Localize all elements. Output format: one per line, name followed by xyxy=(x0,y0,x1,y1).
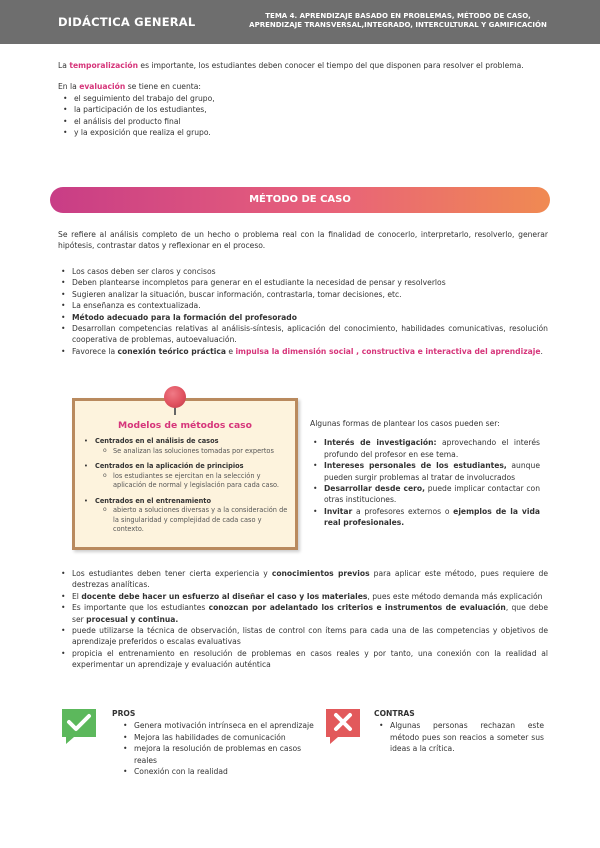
temporalization-paragraph xyxy=(58,60,548,71)
bold-text: conozcan por adelantado los criterios e instrumentos de evaluación xyxy=(208,603,506,613)
list-item: • Conexión con la realidad xyxy=(120,766,322,777)
pros-title: PROS xyxy=(112,709,136,718)
list-item xyxy=(310,460,540,483)
bold-text: Interés de investigación: xyxy=(324,438,437,448)
evaluation-paragraph xyxy=(58,81,548,92)
model-sublist xyxy=(95,447,289,457)
method-characteristics-list xyxy=(58,266,548,357)
page-header xyxy=(0,0,600,44)
bold-text: Intereses personales de los estudiantes, xyxy=(324,461,507,471)
ways-title: Algunas formas de plantear los casos pueden ser: xyxy=(310,419,500,428)
model-sublist xyxy=(95,472,289,491)
models-title: Modelos de métodos caso xyxy=(118,420,252,431)
contras-list xyxy=(374,720,544,754)
model-group-title: Centrados en la aplicación de principios xyxy=(95,462,244,471)
text-run: puede implicar contactar con otras instituciones. xyxy=(324,483,541,505)
topic-line-1: TEMA 4. APRENDIZAJE BASADO EN PROBLEMAS, MÉTODO DE CASO, xyxy=(265,12,531,20)
course-title: DIDÁCTICA GENERAL xyxy=(58,15,196,29)
bold-text: docente debe hacer un esfuerzo al diseñar el caso y los materiales xyxy=(81,591,368,601)
bold-text: conocimientos previos xyxy=(271,569,370,578)
list-item: • el seguimiento del trabajo del grupo, xyxy=(60,93,548,104)
topic-line-2: APRENDIZAJE TRANSVERSAL,INTEGRADO, INTERCULTURAL Y GAMIFICACIÓN xyxy=(249,21,547,30)
list-item: • y la exposición que realiza el grupo. xyxy=(60,127,548,138)
text-run: El xyxy=(72,591,82,601)
text-run: En la xyxy=(58,82,80,92)
list-item xyxy=(310,437,540,460)
bold-text: Desarrollar desde cero, xyxy=(324,483,425,493)
list-item: • Deben plantearse incompletos para generar en el estudiante la necesidad de pensar y resolverlos xyxy=(58,277,548,288)
list-item: • puede utilizarse la técnica de observación, listas de control con ítems para cada una de las competencias y objetivos de aprendizaje preferidos o escalas evaluativas xyxy=(58,625,548,648)
contras-title: CONTRAS xyxy=(374,709,415,718)
list-item: • Genera motivación intrínseca en el aprendizaje xyxy=(120,720,322,731)
text-run: e xyxy=(225,346,236,356)
cross-icon xyxy=(324,707,362,745)
model-group xyxy=(81,462,289,491)
list-item: • La enseñanza es contextualizada. xyxy=(58,300,548,311)
list-item: • Sugieren analizar la situación, buscar información, contrastarla, tomar decisiones, etc. xyxy=(58,289,548,300)
text-run: , pues este método demanda más explicación xyxy=(367,591,543,601)
list-item xyxy=(58,346,548,357)
requirements-list xyxy=(58,568,548,671)
intro-section xyxy=(58,60,548,138)
text-run: es importante, los estudiantes deben conocer el tiempo del que disponen para resolver el problema. xyxy=(138,61,524,70)
bold-text: conexión teórico práctica xyxy=(117,346,226,356)
text-run: Favorece la xyxy=(72,346,118,356)
text-run: Los estudiantes deben tener cierta experiencia y xyxy=(72,569,272,578)
pros-section xyxy=(112,708,322,777)
ways-list xyxy=(310,437,540,528)
list-item xyxy=(58,568,548,591)
model-group xyxy=(81,497,289,535)
list-item xyxy=(310,483,540,506)
list-item: • Los casos deben ser claros y concisos xyxy=(58,266,548,277)
method-definition: Se refiere al análisis completo de un hecho o problema real con la finalidad de conocerlo, interpretarlo, resolverlo, generar hipótesis, contrastar datos y reflexionar en el proceso. xyxy=(58,230,548,251)
highlight-text: impulsa la dimensión social , constructiva e interactiva del aprendizaje xyxy=(235,346,541,356)
topic-title xyxy=(248,12,548,31)
text-run: aprovechando el interés profundo del profesor en ese tema. xyxy=(324,438,540,459)
model-group-title: Centrados en el análisis de casos xyxy=(95,437,219,445)
model-group xyxy=(81,437,289,456)
list-item: • mejora la resolución de problemas en casos reales xyxy=(120,743,322,766)
text-run: , que debe ser xyxy=(72,603,549,624)
list-item: • la participación de los estudiantes, xyxy=(60,104,548,115)
bold-text: Método adecuado para la formación del profesorado xyxy=(72,312,297,322)
models-note-card xyxy=(72,398,298,550)
list-item xyxy=(58,602,548,625)
text-run: La xyxy=(58,61,70,70)
term-temporalizacion: temporalización xyxy=(69,61,139,70)
text-run: para aplicar este método, pues requiere de destrezas analíticas. xyxy=(72,569,549,590)
model-group-title: Centrados en el entrenamiento xyxy=(95,496,211,505)
check-icon xyxy=(60,707,98,745)
text-run: . xyxy=(540,346,543,356)
model-detail: o Se analizan las soluciones tomadas por expertos xyxy=(103,447,289,457)
list-item: • Algunas personas rechazan este método pues son reacios a someter sus ideas a la crítica. xyxy=(376,720,544,754)
list-item xyxy=(310,506,540,529)
pushpin-icon xyxy=(164,386,186,408)
contras-section xyxy=(374,708,544,755)
section-banner: MÉTODO DE CASO xyxy=(50,187,550,213)
bold-text: procesual y continua. xyxy=(86,614,179,624)
text-run: aunque pueden surgir problemas al tratar de involucrados xyxy=(324,461,540,482)
model-detail: o abierto a soluciones diversas y a la consideración de la singularidad y complejidad de cada caso y contexto. xyxy=(103,506,289,535)
text-run: a profesores externos o xyxy=(352,506,454,516)
models-list xyxy=(81,437,289,541)
list-item xyxy=(58,312,548,323)
text-run: se tiene en cuenta: xyxy=(125,82,201,92)
term-evaluacion: evaluación xyxy=(79,82,126,92)
list-item: • propicia el entrenamiento en resolución de problemas en casos reales y por tanto, una conexión con la realidad al experimentar un aprendizaje y evaluación auténtica xyxy=(58,648,548,671)
list-item xyxy=(58,591,548,602)
evaluation-list xyxy=(58,93,548,139)
text-run: Es importante que los estudiantes xyxy=(72,603,209,613)
pros-list xyxy=(112,720,322,777)
model-detail: o los estudiantes se ejercitan en la selección y aplicación de normal y legislación para cada caso. xyxy=(103,472,289,491)
list-item: • el análisis del producto final xyxy=(60,116,548,127)
list-item: • Mejora las habilidades de comunicación xyxy=(120,732,322,743)
model-sublist xyxy=(95,506,289,535)
bold-text: ejemplos de la vida real profesionales. xyxy=(324,506,540,528)
case-ways-section xyxy=(310,418,540,529)
bold-text: Invitar xyxy=(324,506,353,516)
list-item: • Desarrollan competencias relativas al análisis-síntesis, aplicación del conocimiento, habilidades comunicativas, resolución cooperativa de problemas, autoevaluación. xyxy=(58,323,548,346)
